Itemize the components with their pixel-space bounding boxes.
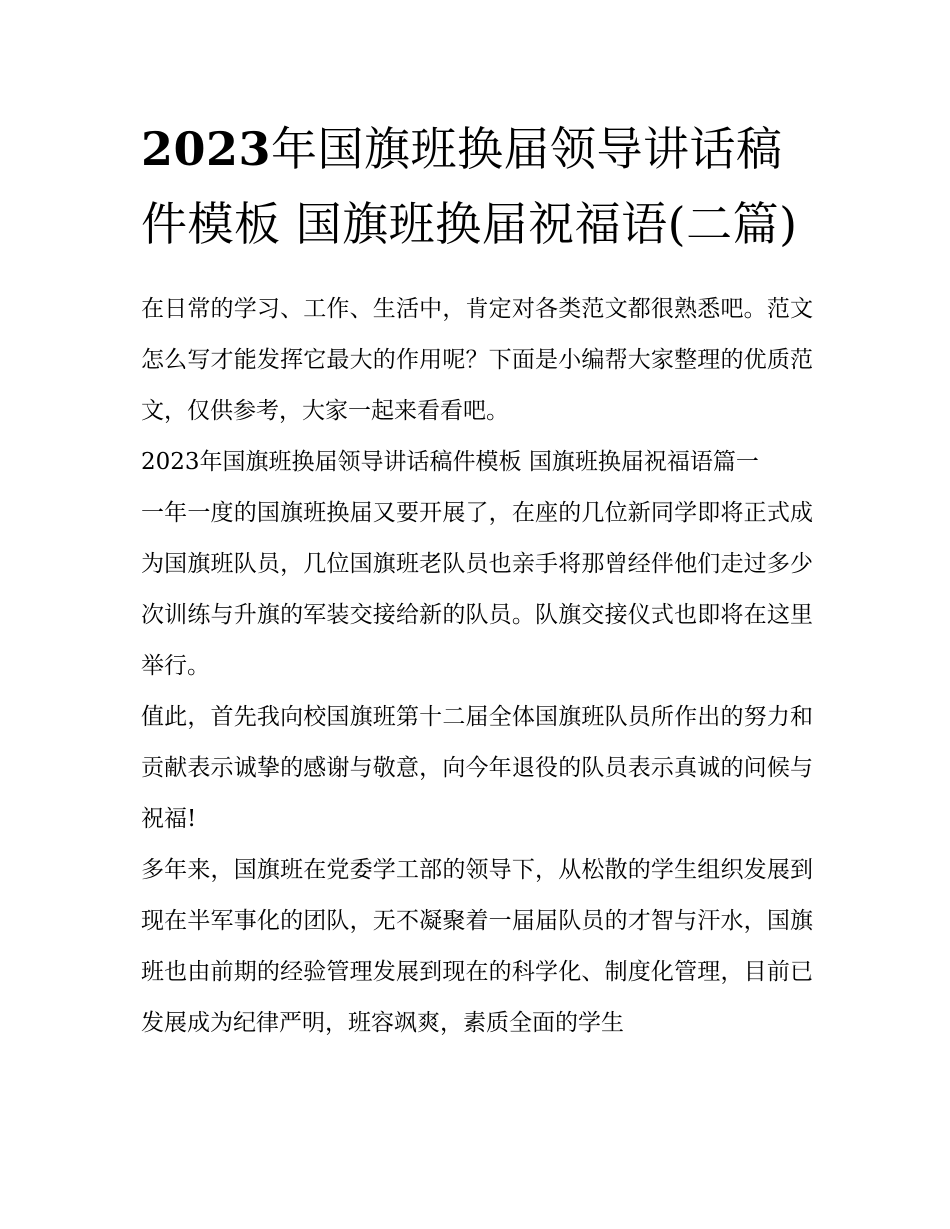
title-year: 2023	[141, 122, 272, 176]
section-heading: 2023年国旗班换届领导讲话稿件模板 国旗班换届祝福语篇一	[141, 449, 759, 475]
intro-paragraph: 在日常的学习、工作、生活中，肯定对各类范文都很熟悉吧。范文怎么写才能发挥它最大的作用呢？下面是小编帮大家整理的优质范文，仅供参考，大家一起来看看吧。	[141, 296, 813, 424]
body-paragraph-1: 一年一度的国旗班换届又要开展了，在座的几位新同学即将正式成为国旗班队员，几位国旗班老队员也亲手将那曾经伴他们走过多少次训练与升旗的军装交接给新的队员。队旗交接仪式也即将在这里举行。	[141, 500, 813, 679]
body-paragraph-3: 多年来，国旗班在党委学工部的领导下，从松散的学生组织发展到现在半军事化的团队，无不凝聚着一届届队员的才智与汗水，国旗班也由前期的经验管理发展到现在的科学化、制度化管理，目前已发展成为纪律严明，班容飒爽，素质全面的学生	[141, 857, 813, 1036]
document-title	[141, 112, 813, 262]
body-paragraph-2: 值此，首先我向校国旗班第十二届全体国旗班队员所作出的努力和贡献表示诚挚的感谢与敬意，向今年退役的队员表示真诚的问候与祝福!	[141, 704, 813, 832]
title-text: 年国旗班换届领导讲话稿件模板 国旗班换届祝福语(二篇)	[141, 122, 798, 251]
document-body	[141, 112, 813, 1049]
